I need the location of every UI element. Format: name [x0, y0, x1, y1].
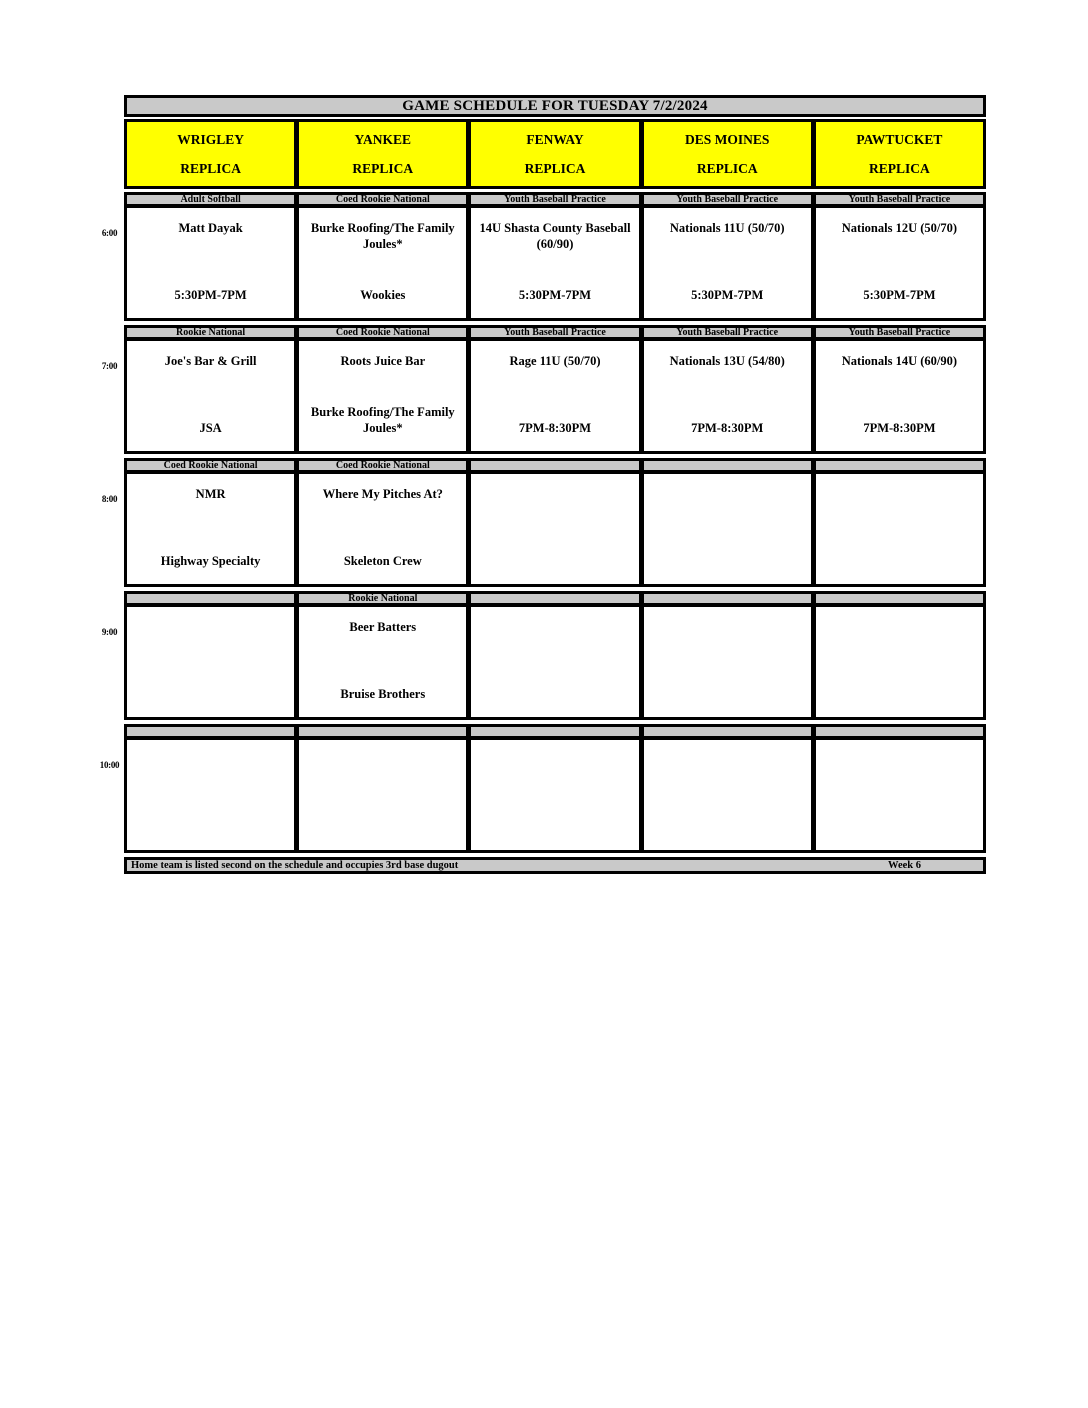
schedule-cell: [294, 208, 466, 318]
schedule-cell: [639, 607, 811, 717]
matchup-line-2: JSA: [199, 420, 222, 435]
schedule-cell: [466, 474, 638, 584]
field-name: YANKEE: [354, 131, 412, 147]
schedule-cell: [639, 474, 811, 584]
league-label: Youth Baseball Practice: [466, 328, 638, 337]
field-replica-label: REPLICA: [524, 160, 586, 176]
league-label: Youth Baseball Practice: [466, 195, 638, 204]
schedule-cell: [466, 341, 638, 451]
league-label: [639, 461, 811, 470]
schedule-cell: [466, 208, 638, 318]
league-label: Coed Rookie National: [294, 195, 466, 204]
matchup-line-2: 5:30PM-7PM: [518, 287, 592, 302]
schedule-cell: [127, 740, 294, 850]
league-label: Youth Baseball Practice: [639, 195, 811, 204]
matchup-line-1: Where My Pitches At?: [322, 487, 443, 501]
league-label: Youth Baseball Practice: [811, 195, 983, 204]
time-label: 7:00: [101, 361, 118, 371]
schedule-cell: [639, 341, 811, 451]
league-label: [466, 594, 638, 603]
matchup-line-2: 5:30PM-7PM: [174, 287, 247, 302]
week-label: Week 6: [888, 860, 921, 871]
matchup-line-1: Matt Dayak: [178, 221, 243, 235]
league-label: Adult Softball: [127, 195, 294, 204]
matchup-line-1: Beer Batters: [349, 620, 417, 634]
field-name: WRIGLEY: [177, 131, 244, 147]
schedule-cell: [811, 740, 983, 850]
field-replica-label: REPLICA: [352, 160, 414, 176]
field-header-row: [124, 119, 986, 189]
league-label: [811, 727, 983, 736]
field-header-wrigley: [127, 122, 294, 186]
schedule-cell: [811, 341, 983, 451]
field-header-fenway: [466, 122, 638, 186]
schedule-cell: [639, 740, 811, 850]
league-label: [639, 727, 811, 736]
schedule-cell: [127, 607, 294, 717]
matchup-line-1: Nationals 13U (54/80): [669, 354, 785, 368]
league-label: [466, 727, 638, 736]
matchup-line-2: Burke Roofing/The Family Joules*: [310, 404, 455, 435]
matchup-line-1: Nationals 11U (50/70): [669, 221, 785, 235]
matchup-line-2: 5:30PM-7PM: [691, 287, 764, 302]
schedule-cell: [127, 208, 294, 318]
schedule-sheet: [99, 95, 986, 874]
page-title: GAME SCHEDULE FOR TUESDAY 7/2/2024: [124, 95, 986, 117]
time-label: 10:00: [99, 760, 120, 770]
league-label: [639, 594, 811, 603]
matchup-line-1: Nationals 12U (50/70): [841, 221, 958, 235]
league-label: Coed Rookie National: [127, 461, 294, 470]
matchup-line-1: Rage 11U (50/70): [509, 354, 601, 368]
schedule-cell: [127, 341, 294, 451]
field-header-des-moines: [639, 122, 811, 186]
schedule-row-7pm: [101, 338, 986, 454]
schedule-cell: [294, 740, 466, 850]
field-header-yankee: [294, 122, 466, 186]
time-label: 6:00: [101, 228, 118, 238]
matchup-line-1: NMR: [195, 487, 226, 501]
schedule-row-8pm: [101, 471, 986, 587]
matchup-line-2: 7PM-8:30PM: [863, 420, 936, 435]
schedule-row-10pm: [99, 737, 986, 853]
matchup-line-2: Highway Specialty: [160, 553, 261, 568]
matchup-line-1: Burke Roofing/The Family Joules*: [310, 221, 455, 252]
league-label: Coed Rookie National: [294, 461, 466, 470]
matchup-line-2: 7PM-8:30PM: [518, 420, 592, 435]
schedule-row-9pm: [101, 604, 986, 720]
matchup-line-1: Joe's Bar & Grill: [164, 354, 257, 368]
league-label: Coed Rookie National: [294, 328, 466, 337]
schedule-cell: [811, 607, 983, 717]
time-label: 9:00: [101, 627, 118, 637]
field-header-pawtucket: [811, 122, 983, 186]
matchup-line-2: 7PM-8:30PM: [691, 420, 764, 435]
field-name: PAWTUCKET: [856, 131, 943, 147]
league-label: Youth Baseball Practice: [639, 328, 811, 337]
league-label: Youth Baseball Practice: [811, 328, 983, 337]
league-label: [466, 461, 638, 470]
league-label: [127, 727, 294, 736]
schedule-cell: [811, 208, 983, 318]
league-label: [811, 461, 983, 470]
league-label: [127, 594, 294, 603]
schedule-cell: [294, 474, 466, 584]
matchup-line-2: 5:30PM-7PM: [863, 287, 936, 302]
league-label: [811, 594, 983, 603]
league-label: Rookie National: [127, 328, 294, 337]
matchup-line-2: Bruise Brothers: [340, 686, 426, 701]
schedule-cell: [466, 740, 638, 850]
schedule-cell: [127, 474, 294, 584]
schedule-cell: [639, 208, 811, 318]
matchup-line-1: Roots Juice Bar: [340, 354, 426, 368]
footer-bar: [124, 857, 986, 874]
time-label: 8:00: [101, 494, 118, 504]
schedule-cell: [294, 607, 466, 717]
field-replica-label: REPLICA: [696, 160, 758, 176]
home-team-note: Home team is listed second on the schedule and occupies 3rd base dugout: [131, 860, 459, 871]
field-name: FENWAY: [526, 131, 584, 147]
matchup-line-2: Skeleton Crew: [343, 553, 422, 568]
league-label: Rookie National: [294, 594, 466, 603]
matchup-line-1: 14U Shasta County Baseball (60/90): [479, 221, 631, 252]
league-label: [294, 727, 466, 736]
schedule-row-6pm: [101, 205, 986, 321]
schedule-cell: [466, 607, 638, 717]
matchup-line-2: Wookies: [360, 287, 406, 302]
field-replica-label: REPLICA: [869, 160, 930, 176]
field-replica-label: REPLICA: [180, 160, 241, 176]
schedule-cell: [811, 474, 983, 584]
field-name: DES MOINES: [685, 131, 770, 147]
schedule-cell: [294, 341, 466, 451]
matchup-line-1: Nationals 14U (60/90): [841, 354, 958, 368]
